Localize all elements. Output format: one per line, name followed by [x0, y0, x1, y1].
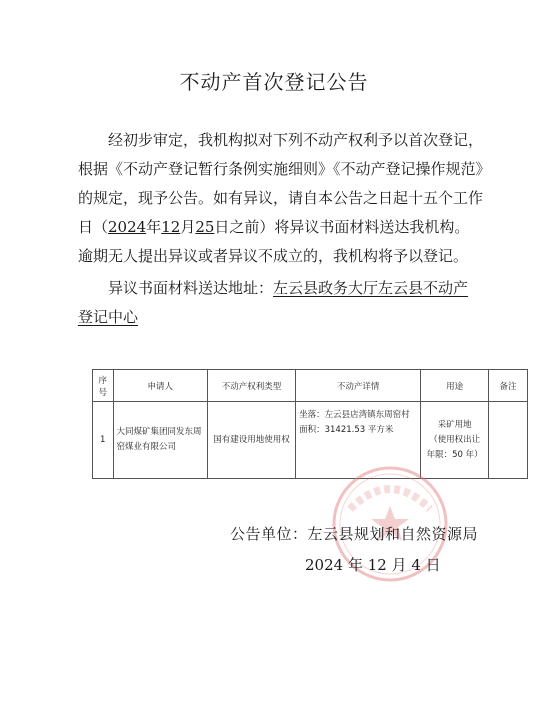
- notice-paragraph: [78, 126, 483, 271]
- table-row: [93, 402, 528, 479]
- address-label: 异议书面材料送达地址：: [108, 279, 274, 297]
- notice-date: 2024 年 12 月 4 日: [305, 556, 441, 574]
- registration-table: [92, 369, 528, 479]
- paragraph-text-end: 日之前）将异议书面材料送达我机构。逾期无人提出异议或者异议不成立的，我机构将予以登记。: [78, 218, 470, 265]
- deadline-year: 2024: [108, 218, 147, 236]
- address-paragraph: [78, 274, 483, 332]
- notice-body: [78, 126, 483, 332]
- cell-applicant: 大同煤矿集团同发东周窑煤业有限公司: [113, 402, 207, 479]
- cell-note: [488, 402, 527, 479]
- header-applicant: 申请人: [113, 370, 207, 402]
- header-right-type: 不动产权利类型: [207, 370, 295, 402]
- use-line: （使用权出让: [429, 434, 481, 445]
- detail-area: 面积：31421.53 平方米: [299, 425, 394, 435]
- use-line: 采矿用地: [437, 419, 472, 430]
- header-note: 备注: [488, 370, 527, 402]
- header-no: 序号: [93, 370, 114, 402]
- year-suffix: 年: [146, 218, 162, 236]
- address-value: 左云县政务大厅左云县不动产登记中心: [78, 279, 469, 326]
- page-title: 不动产首次登记公告: [179, 70, 369, 94]
- signature-line: 公告单位：左云县规划和自然资源局: [230, 525, 479, 543]
- header-detail: 不动产详情: [296, 370, 421, 402]
- deadline-day: 25: [195, 218, 215, 236]
- month-suffix: 月: [180, 218, 196, 236]
- deadline-month: 12: [161, 218, 181, 236]
- cell-no: 1: [93, 402, 114, 479]
- paragraph-text: 经初步审定，我机构拟对下列不动产权利予以首次登记，根据《不动产登记暂行条例实施细则》《不动产登记操作规范》的规定，现予公告。如有异议，请自本公告之日起十五个工作日（: [78, 131, 484, 236]
- cell-right-type: 国有建设用地使用权: [207, 402, 295, 479]
- table-header-row: [93, 370, 528, 402]
- use-line: 年限：50 年）: [426, 449, 483, 460]
- detail-location: 坐落：左云县店湾镇东周窑村: [299, 410, 410, 420]
- header-use: 用途: [421, 370, 489, 402]
